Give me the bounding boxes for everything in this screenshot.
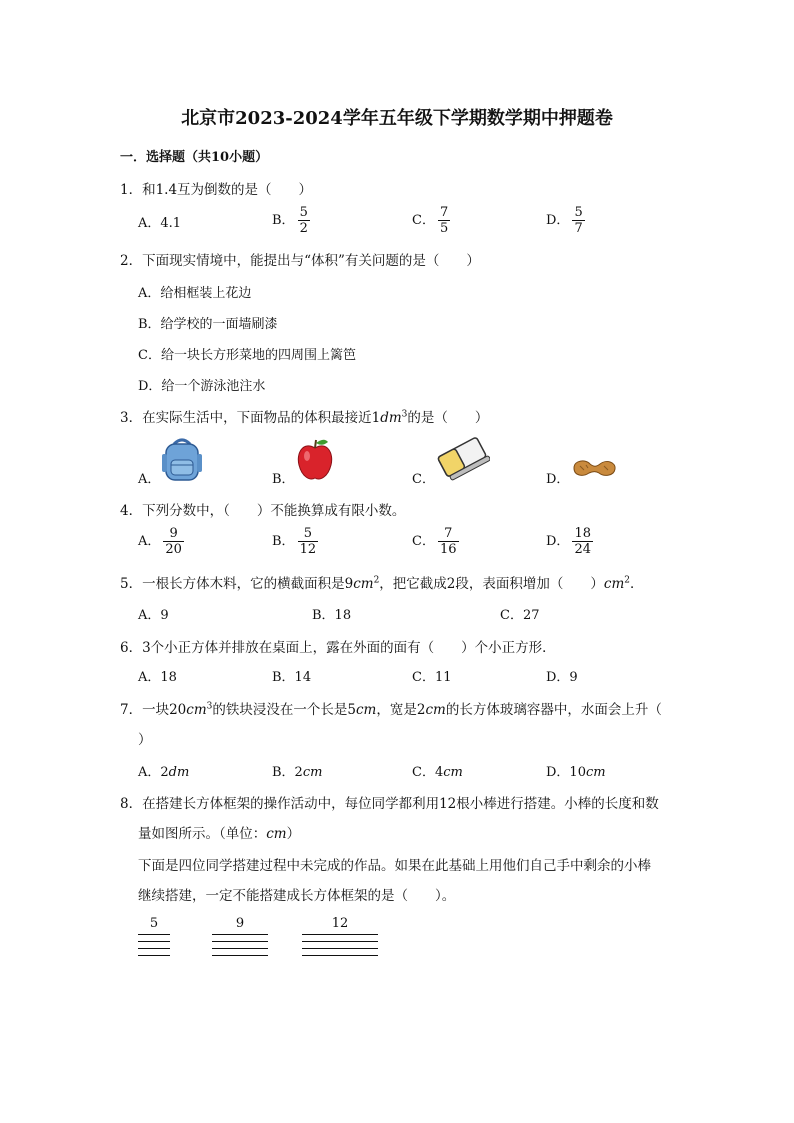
stick-length-label: 12 <box>331 916 349 931</box>
q7-option-c: C．4cm <box>412 765 463 780</box>
q6-option-a: A．18 <box>138 670 177 685</box>
stick <box>212 948 268 949</box>
peanut-icon <box>570 456 618 480</box>
stick <box>302 941 378 942</box>
question-7-stem: 7．一块$20cm^3$的铁块浸没在一个长是5cm，宽是2cm的长方体玻璃容器中，水面会上升（ <box>120 701 662 718</box>
question-8-line4: 继续搭建，一定不能搭建成长方体框架的是（ ）。 <box>138 888 456 904</box>
question-8-line1: 8．在搭建长方体框架的操作活动中，每位同学都利用12根小棒进行搭建。小棒的长度和数 <box>120 796 659 812</box>
question-3-stem: 3．在实际生活中，下面物品的体积最接近$1dm^3$的是（ ） <box>120 409 489 426</box>
stick <box>212 941 268 942</box>
q7-option-d: D．10cm <box>546 765 606 780</box>
stick <box>138 948 170 949</box>
q2-option-c: C．给一块长方形菜地的四周围上篱笆 <box>138 348 356 363</box>
q5-option-b: B．18 <box>312 608 352 623</box>
stick-group-12 <box>302 916 378 960</box>
q3-option-c-label: C． <box>412 472 435 487</box>
q7-option-b: B．2cm <box>272 765 323 780</box>
question-1-stem: 1．和1.4互为倒数的是（ ） <box>120 182 313 198</box>
question-6-stem: 6．3个小正方体并排放在桌面上，露在外面的面有（ ）个小正方形． <box>120 640 556 656</box>
stick <box>212 934 268 935</box>
q5-option-c: C．27 <box>500 608 540 623</box>
q7-option-a: A．2dm <box>138 765 190 780</box>
stick-length-label: 9 <box>235 916 245 931</box>
stick <box>138 941 170 942</box>
question-4-stem: 4．下列分数中，（ ）不能换算成有限小数。 <box>120 503 406 519</box>
q2-option-d: D．给一个游泳池注水 <box>138 379 266 394</box>
eraser-icon <box>434 432 490 482</box>
question-2-stem: 2．下面现实情境中，能提出与“体积”有关问题的是（ ） <box>120 253 480 269</box>
q6-option-d: D．9 <box>546 670 578 685</box>
q1-option-d: D． $\frac{5}{7}$ <box>546 205 583 236</box>
q2-option-a: A．给相框装上花边 <box>138 286 252 301</box>
stick <box>138 955 170 956</box>
question-8-line3: 下面是四位同学搭建过程中未完成的作品。如果在此基础上用他们自己手中剩余的小棒 <box>138 858 651 874</box>
q4-option-a: A． $\frac{9}{20}$ <box>138 526 182 557</box>
stick <box>302 934 378 935</box>
q2-option-b: B．给学校的一面墙刷漆 <box>138 317 278 332</box>
backpack-icon <box>160 436 204 482</box>
q4-option-c: C． $\frac{7}{16}$ <box>412 526 457 557</box>
stick <box>138 934 170 935</box>
page-title: 北京市2023-2024学年五年级下学期数学期中押题卷 <box>181 108 613 129</box>
q4-option-b: B． $\frac{5}{12}$ <box>272 526 317 557</box>
stick <box>302 948 378 949</box>
q1-option-b: B． $\frac{5}{2}$ <box>272 205 308 236</box>
q3-option-a-label: A． <box>138 472 161 487</box>
q3-option-d-label: D． <box>546 472 570 487</box>
q6-option-b: B．14 <box>272 670 312 685</box>
stick-group-9 <box>212 916 268 960</box>
question-7-stem-line2: ） <box>138 732 152 748</box>
stick-group-5 <box>138 916 170 960</box>
q5-option-a: A．9 <box>138 608 169 623</box>
q6-option-c: C．11 <box>412 670 452 685</box>
q1-option-a: A．4.1 <box>138 216 182 231</box>
question-8-line2: 量如图所示。（单位：cm） <box>138 826 301 842</box>
stick <box>212 955 268 956</box>
q1-option-c: C． $\frac{7}{5}$ <box>412 205 449 236</box>
section-heading: 一．选择题（共10小题） <box>120 150 269 165</box>
q3-option-b-label: B． <box>272 472 295 487</box>
question-5-stem: 5．一根长方体木料，它的横截面积是$9cm^2$，把它截成2段，表面积增加（ ）$cm^2$． <box>120 575 644 592</box>
stick-length-label: 5 <box>149 916 159 931</box>
q4-option-d: D． $\frac{18}{24}$ <box>546 526 591 557</box>
apple-icon <box>295 437 335 481</box>
stick <box>302 955 378 956</box>
